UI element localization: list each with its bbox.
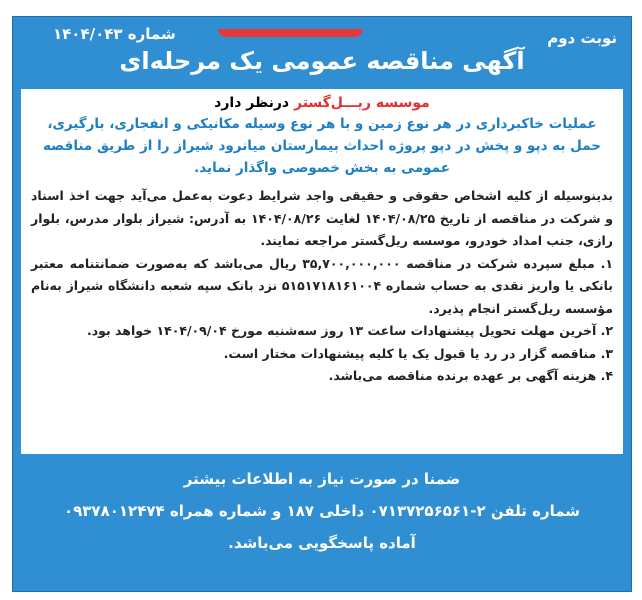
term-item: ۱. مبلغ سپرده شرکت در مناقصه ۳۵,۷۰۰,۰۰۰,۰۰۰ ریال می‌باشد که به‌صورت ضمانتنامه معتبر بانکی یا واریز نقدی به حساب شماره ۵۱۵۱۷۱۸۱۶۱۰۰۴ نزد بانک سپه شعبه دانشگاه شیراز به‌نام مؤسسه ریل‌گستر انجام پذیرد. <box>31 255 614 316</box>
org-name: موسسه ریـــل‌گستر <box>294 95 430 111</box>
ad-body <box>21 89 623 454</box>
tender-subject: عملیات خاکبرداری در هر نوع زمین و با هر نوع وسیله مکانیکی و انفجاری، بارگیری، حمل به دپو و پخش در دپو پروژه احداث بیمارستان میانرود شیراز را از طریق مناقصه عمومی به بخش خصوصی واگذار نماید. <box>42 116 601 176</box>
contact-footer <box>13 463 631 559</box>
footer-line: آماده پاسخگویی می‌باشد. <box>228 534 416 552</box>
org-line <box>31 95 613 111</box>
invitation-text: بدینوسیله از کلیه اشخاص حقوقی و حقیقی واجد شرایط دعوت به‌عمل می‌آید جهت اخذ اسناد و شرکت در مناقصه از تاریخ ۱۴۰۴/۰۸/۲۵ لغایت ۱۴۰۴/۰۸/۲۶ به آدرس: شیراز بلوار مدرس، بلوار رازی، جنب امداد خودرو، موسسه ریل‌گستر مراجعه نمایند. <box>31 188 614 248</box>
term-item: ۳. مناقصه گزار در رد یا قبول یک یا کلیه پیشنهادات مختار است. <box>223 345 613 361</box>
ad-header <box>13 17 631 87</box>
tender-terms <box>31 185 613 388</box>
round-label: نوبت دوم <box>547 29 617 47</box>
org-suffix: درنظر دارد <box>214 95 294 111</box>
ad-title: آگهی مناقصه عمومی یک مرحله‌ای <box>119 47 525 75</box>
tender-ad <box>12 16 632 592</box>
footer-line: ضمنا در صورت نیاز به اطلاعات بیشتر <box>183 470 461 488</box>
ad-number: شماره ۱۴۰۴/۰۴۳ <box>53 25 176 43</box>
term-item: ۲. آخرین مهلت تحویل پیشنهادات ساعت ۱۳ روز سه‌شنبه مورخ ۱۴۰۴/۰۹/۰۴ خواهد بود. <box>87 323 613 338</box>
term-item: ۴. هزینه آگهی بر عهده برنده مناقصه می‌باشد. <box>328 368 613 383</box>
footer-phone: شماره تلفن ۲-۰۷۱۳۷۲۵۶۵۶۱ داخلی ۱۸۷ و شماره همراه ۰۹۳۷۸۰۱۲۴۷۴ <box>63 502 581 520</box>
